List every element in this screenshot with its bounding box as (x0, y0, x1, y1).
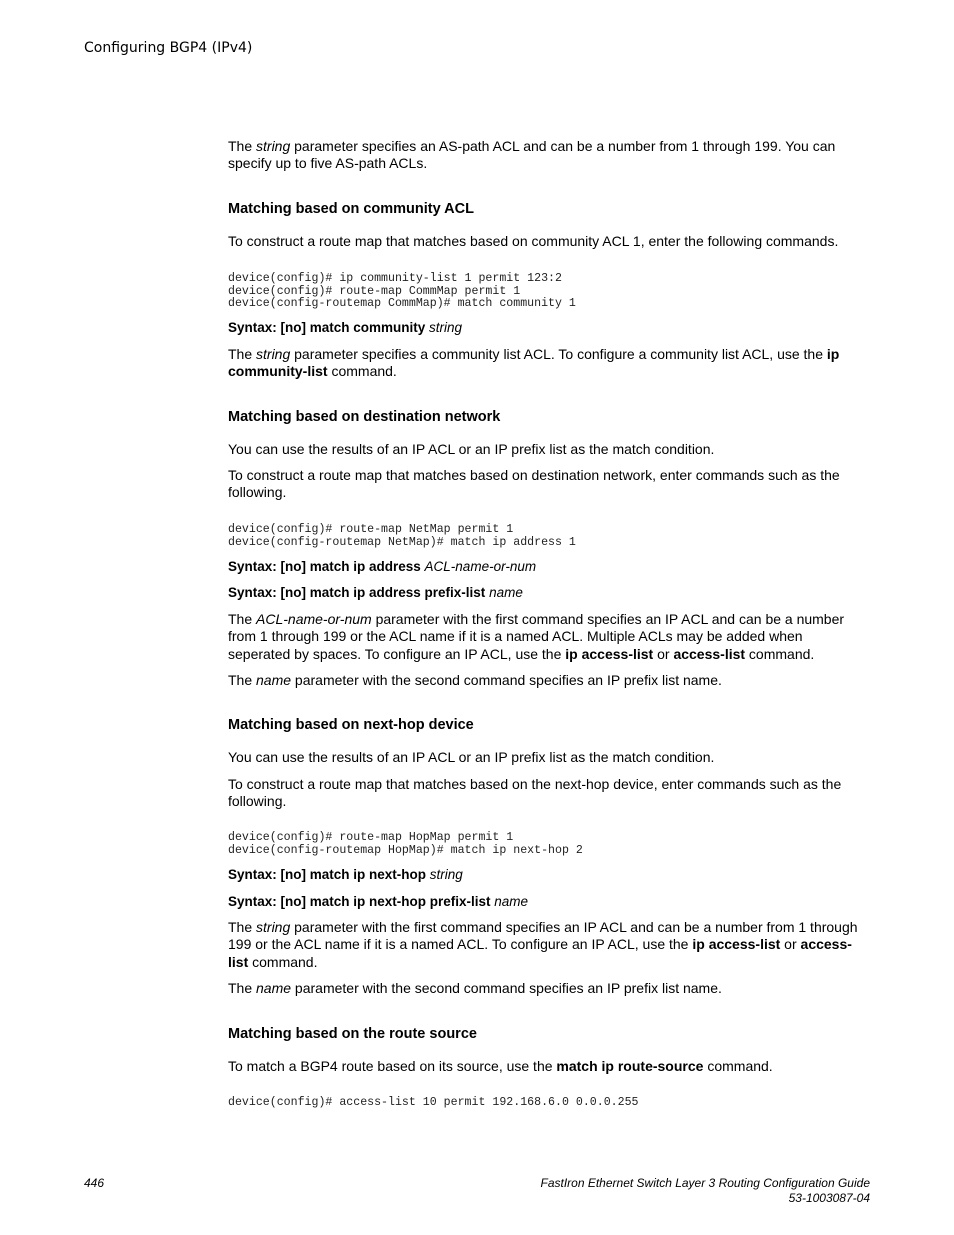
doc-number: 53-1003087-04 (788, 1191, 870, 1205)
paragraph-nh-1: You can use the results of an IP ACL or an IP prefix list as the match condition. (228, 749, 715, 765)
running-header: Configuring BGP4 (IPv4) (84, 40, 253, 56)
heading-next-hop: Matching based on next-hop device (228, 717, 474, 733)
paragraph-community-desc: The string parameter specifies a community list ACL. To configure a community list ACL, use the ip community-list command. (228, 346, 840, 380)
paragraph-community-intro: To construct a route map that matches based on community ACL 1, enter the following commands. (228, 233, 839, 249)
footer-guide-info (540, 1176, 870, 1206)
paragraph-src-1: To match a BGP4 route based on its source, use the match ip route-source command. (228, 1058, 773, 1074)
syntax-nh-1: Syntax: [no] match ip next-hop string (228, 867, 463, 882)
paragraph-dest-2: To construct a route map that matches based on destination network, enter commands such as the following. (228, 467, 840, 501)
paragraph-nh-2: To construct a route map that matches based on the next-hop device, enter commands such as the following. (228, 776, 842, 810)
guide-title: FastIron Ethernet Switch Layer 3 Routing Configuration Guide (540, 1176, 870, 1190)
page-number: 446 (84, 1176, 105, 1190)
code-block-community: device(config)# ip community-list 1 permit 123:2 device(config)# route-map CommMap permit 1 device(config-routemap CommMap)# match community 1 (228, 272, 576, 311)
paragraph-dest-3: The ACL-name-or-num parameter with the first command specifies an IP ACL and can be a number from 1 through 199 or the ACL name if it is a named ACL. Multiple ACLs may be added when seperated by spaces. To configure an IP ACL, use the ip access-list or access-list command. (228, 611, 845, 662)
code-block-next-hop: device(config)# route-map HopMap permit 1 device(config-routemap HopMap)# match ip next-hop 2 (228, 831, 583, 857)
heading-community-acl: Matching based on community ACL (228, 201, 474, 217)
syntax-nh-2: Syntax: [no] match ip next-hop prefix-list name (228, 894, 529, 909)
paragraph-nh-4: The name parameter with the second command specifies an IP prefix list name. (228, 980, 722, 996)
code-block-destination: device(config)# route-map NetMap permit 1 device(config-routemap NetMap)# match ip address 1 (228, 523, 576, 549)
paragraph-nh-3: The string parameter with the first command specifies an IP ACL and can be a number from 1 through 199 or the ACL name if it is a named ACL. To configure an IP ACL, use the ip access-list or access-list command. (228, 919, 858, 970)
paragraph-dest-4: The name parameter with the second command specifies an IP prefix list name. (228, 672, 722, 688)
syntax-community: Syntax: [no] match community string (228, 320, 463, 335)
syntax-dest-1: Syntax: [no] match ip address ACL-name-or-num (228, 559, 537, 574)
paragraph-aspath: The string parameter specifies an AS-path ACL and can be a number from 1 through 199. You can specify up to five AS-path ACLs. (228, 138, 836, 172)
heading-route-source: Matching based on the route source (228, 1026, 477, 1042)
syntax-dest-2: Syntax: [no] match ip address prefix-list name (228, 585, 523, 600)
paragraph-dest-1: You can use the results of an IP ACL or an IP prefix list as the match condition. (228, 441, 715, 457)
heading-destination-network: Matching based on destination network (228, 409, 501, 425)
code-block-route-source: device(config)# access-list 10 permit 192.168.6.0 0.0.0.255 (228, 1096, 639, 1109)
